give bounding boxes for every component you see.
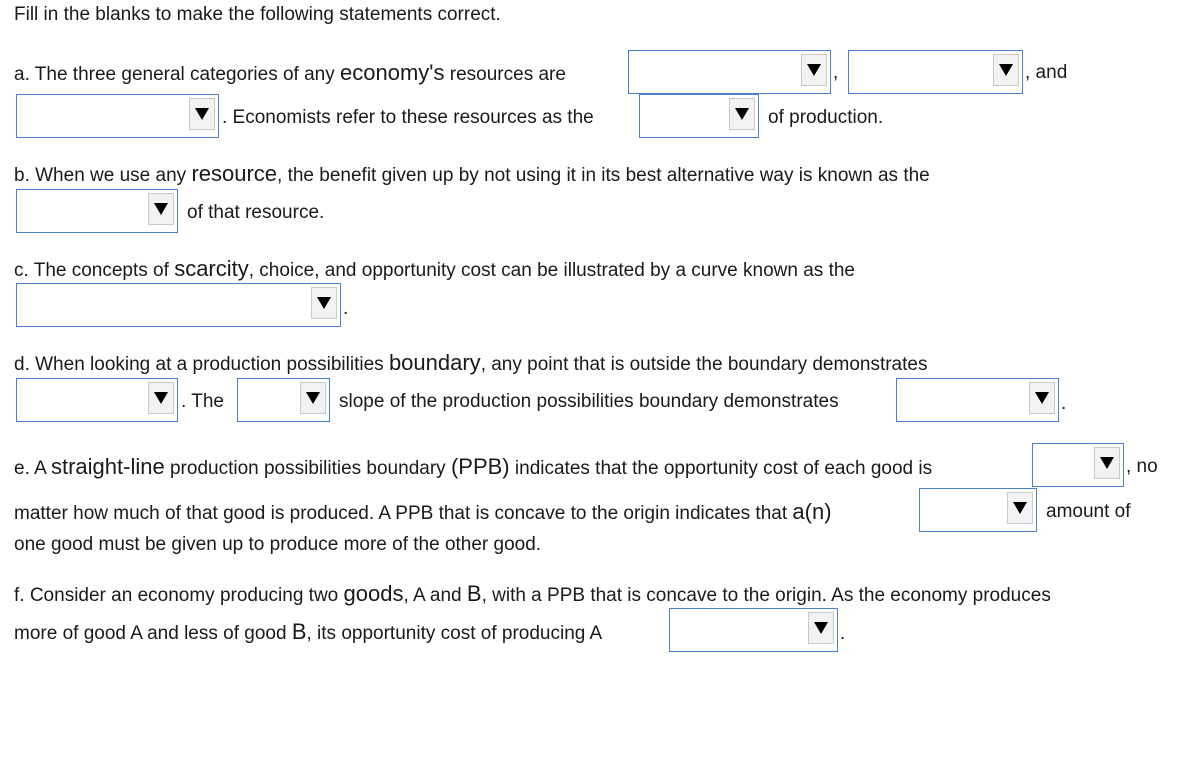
question-e-text: matter how much of that good is produced. A PPB that is concave to the origin indicates that (14, 503, 793, 524)
question-c-keyword: scarcity (174, 256, 249, 281)
dropdown-c1[interactable] (16, 283, 341, 327)
question-c-text: c. The concepts of (14, 260, 175, 281)
question-a-text: a. The three general categories of any (14, 64, 341, 85)
triangle-down-icon[interactable] (729, 98, 755, 130)
question-e-line1 (14, 456, 932, 480)
triangle-down-icon[interactable] (189, 98, 215, 130)
question-d-line1 (14, 352, 927, 376)
period: . (840, 623, 846, 644)
question-c-text: , choice, and opportunity cost can be illustrated by a curve known as the (248, 260, 855, 281)
dropdown-d1[interactable] (16, 378, 178, 422)
question-f-text: more of good A and less of good (14, 623, 292, 644)
dropdown-a1[interactable] (628, 50, 831, 94)
question-d-keyword: boundary (388, 350, 481, 375)
question-e-no: , no (1126, 456, 1158, 477)
question-f-keyword: goods (343, 581, 404, 606)
dropdown-a3[interactable] (16, 94, 219, 138)
question-e-line3: one good must be given up to produce more of the other good. (14, 534, 542, 555)
question-f-line1 (14, 583, 1051, 607)
question-e-text: production possibilities boundary (164, 458, 451, 479)
dropdown-a4[interactable] (639, 94, 759, 138)
triangle-down-icon[interactable] (311, 287, 337, 319)
question-a-line2: . Economists refer to these resources as the (222, 107, 594, 128)
triangle-down-icon[interactable] (808, 612, 834, 644)
triangle-down-icon[interactable] (148, 193, 174, 225)
triangle-down-icon[interactable] (1094, 447, 1120, 479)
question-d-mid: slope of the production possibilities boundary demonstrates (339, 391, 839, 412)
question-f-keyword: B (291, 619, 307, 644)
question-e-line2 (14, 501, 832, 525)
question-b-text: , the benefit given up by not using it in its best alternative way is known as the (277, 165, 930, 186)
dropdown-a2[interactable] (848, 50, 1023, 94)
instructions: Fill in the blanks to make the following statements correct. (14, 4, 501, 25)
question-d-the: . The (181, 391, 224, 412)
question-a-keyword: economy's (340, 60, 445, 85)
question-e-keyword: straight-line (50, 454, 165, 479)
question-b-line1 (14, 163, 930, 187)
question-e-text: e. A (14, 458, 51, 479)
question-e-keyword: (PPB) (450, 454, 510, 479)
dropdown-b1[interactable] (16, 189, 178, 233)
period: . (1061, 393, 1067, 414)
dropdown-e1[interactable] (1032, 443, 1124, 487)
triangle-down-icon[interactable] (993, 54, 1019, 86)
question-f-text: , with a PPB that is concave to the origin. As the economy produces (481, 585, 1051, 606)
question-b-text: b. When we use any (14, 165, 192, 186)
triangle-down-icon[interactable] (801, 54, 827, 86)
question-d-text: d. When looking at a production possibilities (14, 354, 389, 375)
question-a-line1 (14, 62, 566, 86)
dropdown-d3[interactable] (896, 378, 1059, 422)
and-text: , and (1025, 62, 1068, 83)
question-e-amount: amount of (1046, 501, 1131, 522)
period: . (343, 298, 349, 319)
comma: , (833, 62, 839, 83)
question-e-text: indicates that the opportunity cost of each good is (509, 458, 933, 479)
question-b-keyword: resource (191, 161, 278, 186)
question-b-end: of that resource. (187, 202, 325, 223)
triangle-down-icon[interactable] (300, 382, 326, 414)
question-a-end: of production. (768, 107, 884, 128)
question-f-line2 (14, 621, 602, 645)
triangle-down-icon[interactable] (148, 382, 174, 414)
triangle-down-icon[interactable] (1029, 382, 1055, 414)
question-c-line1 (14, 258, 855, 282)
question-e-keyword: a(n) (792, 499, 832, 524)
question-f-text: f. Consider an economy producing two (14, 585, 344, 606)
dropdown-e2[interactable] (919, 488, 1037, 532)
question-f-text: , A and (403, 585, 467, 606)
question-f-keyword: B (466, 581, 482, 606)
triangle-down-icon[interactable] (1007, 492, 1033, 524)
dropdown-f1[interactable] (669, 608, 838, 652)
question-a-text: resources are (444, 64, 566, 85)
question-d-text: , any point that is outside the boundary demonstrates (480, 354, 928, 375)
dropdown-d2[interactable] (237, 378, 330, 422)
question-f-text: , its opportunity cost of producing A (306, 623, 603, 644)
